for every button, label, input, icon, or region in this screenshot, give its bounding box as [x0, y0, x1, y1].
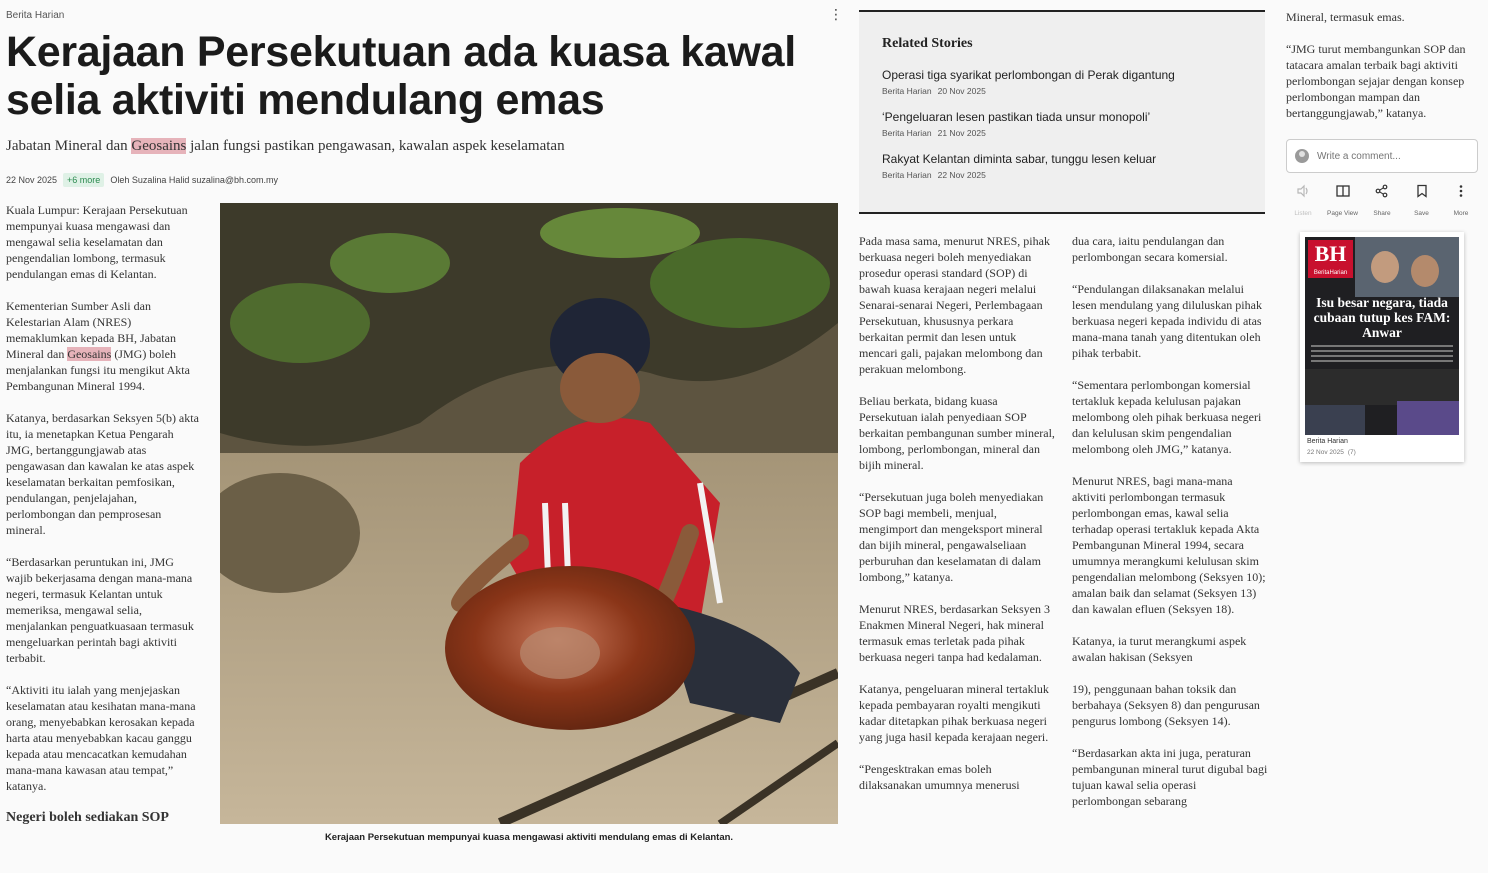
author-name: Oleh Suzalina Halid suzalina@bh.com.my [110, 175, 279, 185]
story-date: 21 Nov 2025 [937, 128, 986, 138]
more-authors-button[interactable]: +6 more [63, 173, 104, 187]
paragraph: “JMG turut membangunkan SOP dan tatacara amalan terbaik bagi aktiviti perlombongan sejajar dengan konsep perlombongan mampan dan bertanggungjawab,” katanya. [1286, 42, 1466, 120]
story-source: Berita Harian [882, 170, 932, 180]
publisher-label: Berita Harian [6, 10, 65, 21]
paragraph: Katanya, ia turut merangkumi aspek awalan hakisan (Seksyen [1072, 634, 1247, 664]
article-photo [220, 203, 838, 824]
related-story-title[interactable]: ‘Pengeluaran lesen pastikan tiada unsur monopoli’ [882, 110, 1151, 124]
paragraph: Menurut NRES, bagi mana-mana aktiviti perlombongan termasuk perlombongan emas, kawal selia terhadap operasi tertakluk kepada Akta Pembangunan Mineral 1994, secara umumnya merangkumi kelulusan skim pengendalian melombong (Seksyen 10); amalan baik dan selamat (Seksyen 13) dan kawalan efluen (Seksyen 18). [1072, 474, 1266, 616]
section-subheading: Negeri boleh sediakan SOP [6, 810, 169, 825]
paragraph: “Berdasarkan akta ini juga, peraturan pembangunan mineral turut digubal bagi tujuan kawal selia operasi perlombongan sebarang [1072, 746, 1268, 808]
speaker-icon [1296, 184, 1310, 198]
paragraph: Menurut NRES, berdasarkan Seksyen 3 Enakmen Mineral Negeri, hak mineral termasuk emas terletak pada pihak berkuasa negeri tanpa had kedalaman. [859, 602, 1050, 664]
article-column-2 [859, 233, 1055, 809]
subhead-highlight: Geosains [131, 138, 187, 154]
save-label: Save [1414, 210, 1429, 217]
paragraph: “Sementara perlombongan komersial tertakluk kepada kelulusan pajakan melombong oleh pihak berkuasa negeri dan kelulusan skim pengendalian melombong oleh JMG,” katanya. [1072, 378, 1262, 456]
story-source: Berita Harian [882, 128, 932, 138]
story-date: 20 Nov 2025 [937, 86, 986, 96]
share-icon [1375, 184, 1389, 198]
subhead-text-end: jalan fungsi pastikan pengawasan, kawalan aspek keselamatan [186, 138, 565, 154]
gold-panning-photo [220, 203, 838, 824]
paragraph: Pada masa sama, menurut NRES, pihak berkuasa negeri boleh menyediakan prosedur operasi standard (SOP) di bawah kuasa kerajaan negeri melalui Senarai-senarai Negeri, Perlembagaan Persekutuan, khususnya perkara berkaitan permit dan lesen untuk mencari gali, pajakan melombong dan perakuan melombong. [859, 234, 1050, 376]
related-story-item[interactable] [882, 110, 1242, 138]
more-options-icon[interactable]: ⋮ [829, 7, 843, 23]
article-headline: Kerajaan Persekutuan ada kuasa kawal selia aktiviti mendulang emas [6, 28, 796, 124]
share-label: Share [1373, 210, 1391, 217]
article-column-1 [6, 202, 202, 826]
paragraph: “Berdasarkan peruntukan ini, JMG wajib bekerjasama dengan mana-mana negeri, termasuk Kelantan untuk memeriksa, mengawal selia, menjalankan penguatkuasaan termasuk mengeluarkan perintah bagi aktiviti terbabit. [6, 555, 194, 665]
more-vertical-icon [1454, 184, 1468, 198]
epaper-date: 22 Nov 2025 [1307, 449, 1344, 456]
page-view-button[interactable] [1326, 184, 1360, 220]
related-story-meta [882, 86, 1242, 96]
more-label: More [1453, 210, 1469, 217]
comment-input[interactable] [1317, 151, 1467, 162]
listen-button[interactable] [1286, 184, 1320, 220]
epaper-meta [1307, 449, 1356, 456]
related-stories-panel [859, 10, 1265, 214]
comment-box[interactable] [1286, 139, 1478, 173]
bh-logo-sub: BeritaHarian [1313, 270, 1348, 276]
article-column-3 [1072, 233, 1268, 825]
epaper-cover [1305, 237, 1459, 435]
bookmark-icon [1415, 184, 1429, 198]
photo-caption: Kerajaan Persekutuan mempunyai kuasa mengawasi aktiviti mendulang emas di Kelantan. [324, 832, 734, 843]
related-stories-title: Related Stories [882, 36, 973, 51]
paragraph: dua cara, iaitu pendulangan dan perlombongan secara komersial. [1072, 234, 1228, 264]
epaper-card[interactable] [1300, 232, 1464, 462]
story-source: Berita Harian [882, 86, 932, 96]
epaper-count: (7) [1347, 449, 1356, 456]
paragraph: “Pengesktrakan emas boleh dilaksanakan umumnya menerusi [859, 762, 1020, 792]
page-view-icon [1336, 184, 1350, 198]
related-story-meta [882, 128, 1242, 138]
bh-logo-text: BH [1314, 241, 1347, 266]
paragraph: “Aktiviti itu ialah yang menjejaskan keselamatan atau kesihatan mana-mana orang, menyebabkan kerosakan kepada harta atau menyebabkan kacau ganggu kepada atau mencacatkan kemudahan mana-mana kawasan atau tempat,” katanya. [6, 683, 196, 793]
related-story-title[interactable]: Operasi tiga syarikat perlombongan di Perak digantung [882, 68, 1175, 82]
epaper-body-lines [1311, 345, 1453, 365]
paragraph-text: (JMG) boleh menjalankan fungsi itu mengikut Akta Pembangunan Mineral 1994. [6, 347, 190, 393]
related-story-title[interactable]: Rakyat Kelantan diminta sabar, tunggu lesen keluar [882, 152, 1157, 166]
epaper-headline: Isu besar negara, tiada cubaan tutup kes FAM: Anwar [1313, 295, 1451, 340]
byline [6, 173, 278, 187]
related-story-meta [882, 170, 1242, 180]
user-avatar-icon [1295, 149, 1309, 163]
paragraph [6, 298, 202, 394]
bh-logo [1308, 240, 1353, 278]
share-button[interactable] [1365, 184, 1399, 220]
paragraph: “Persekutuan juga boleh menyediakan SOP bagi membeli, menjual, mengimport dan mengeksport mineral dan bijih mineral, pengawalseliaan perburuhan dan keselamatan di dalam lombong,” katanya. [859, 490, 1044, 584]
article-date: 22 Nov 2025 [6, 175, 58, 185]
highlighted-term: Geosains [67, 347, 112, 361]
paragraph: Katanya, pengeluaran mineral tertakluk kepada pembayaran royalti mengikuti kadar ditetapkan pihak berkuasa negeri yang juga hasil kepada kerajaan negeri. [859, 682, 1049, 744]
paragraph: “Pendulangan dilaksanakan melalui lesen mendulang yang diluluskan pihak berkuasa negeri kepada individu di atas mana-mana tanah yang ditentukan oleh pihak terbabit. [1072, 282, 1262, 360]
article-subhead [6, 138, 836, 155]
more-button[interactable] [1444, 184, 1478, 220]
related-story-item[interactable] [882, 68, 1242, 96]
paragraph-text: Kementerian Sumber Asli dan Kelestarian Alam (NRES) memaklumkan kepada BH, Jabatan Mineral dan [6, 299, 176, 361]
save-button[interactable] [1405, 184, 1439, 220]
listen-label: Listen [1294, 210, 1312, 217]
story-date: 22 Nov 2025 [937, 170, 986, 180]
paragraph: Beliau berkata, bidang kuasa Persekutuan ialah penyediaan SOP berkaitan pembangunan sumber mineral, lombong, perlombongan, mineral dan bijih mineral. [859, 394, 1055, 472]
epaper-source: Berita Harian [1307, 438, 1348, 445]
subhead-text: Jabatan Mineral dan [6, 138, 132, 154]
paragraph: 19), penggunaan bahan toksik dan berbahaya (Seksyen 8) dan pengurusan pengurus lombong (Seksyen 14). [1072, 682, 1260, 728]
article-column-4 [1286, 9, 1478, 137]
paragraph: Mineral, termasuk emas. [1286, 10, 1405, 24]
article-actions-toolbar [1286, 184, 1478, 220]
paragraph: Katanya, berdasarkan Seksyen 5(b) akta itu, ia menetapkan Ketua Pengarah JMG, bertanggungjawab atas pengawasan dan kawalan ke atas aspek keselamatan berkaitan pemfosikan, pendulangan, penjelajahan, perlombongan dan pemprosesan mineral. [6, 411, 199, 537]
paragraph: Kuala Lumpur: Kerajaan Persekutuan mempunyai kuasa mengawasi dan mengawal selia keselamatan dan pengendalian lombong, termasuk pendulangan emas di Kelantan. [6, 203, 188, 281]
page-view-label: Page View [1327, 210, 1358, 217]
related-story-item[interactable] [882, 152, 1242, 180]
